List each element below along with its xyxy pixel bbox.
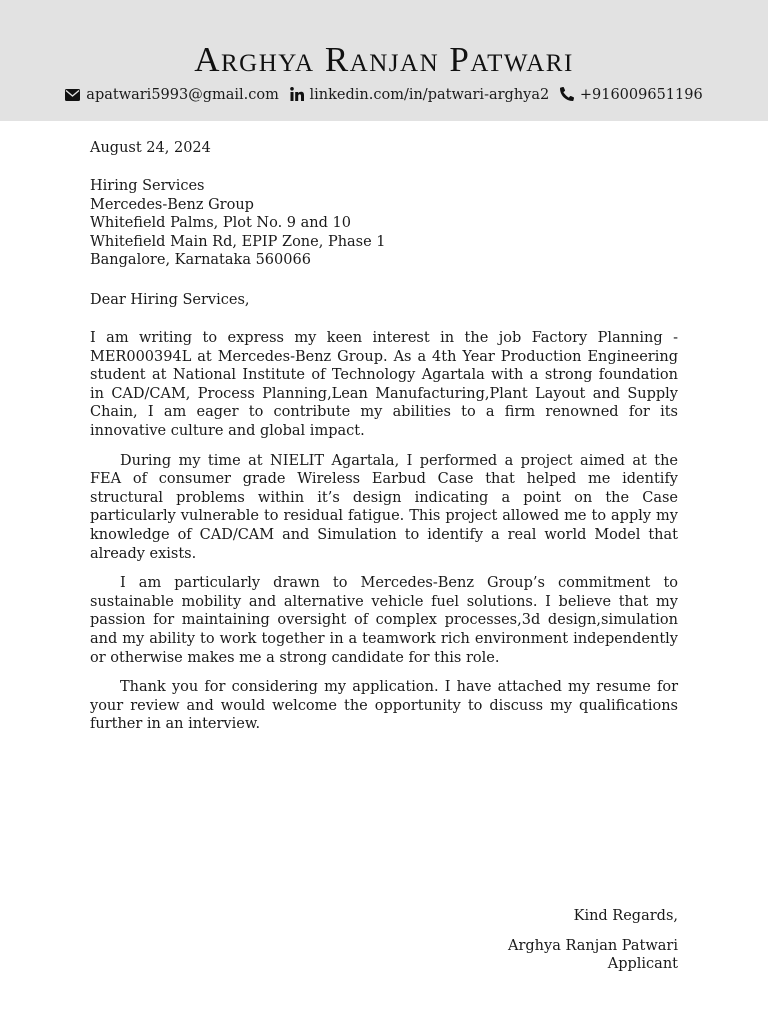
contact-bar [0, 84, 768, 106]
body-paragraph: Thank you for considering my application. I have attached my resume for your review and would welcome the opportunity to discuss my qualifications further in an interview. [90, 679, 678, 733]
recipient-address [90, 177, 678, 270]
email-contact[interactable] [65, 84, 279, 106]
signature-title: Applicant [607, 956, 678, 973]
body-paragraph: During my time at NIELIT Agartala, I performed a project aimed at the FEA of consumer grade Wireless Earbud Case that helped me identify structural problems within it’s design indicating a point on the Case particularly vulnerable to residual fatigue. This project allowed me to apply my knowledge of CAD/CAM and Simulation to identify a real world Model that already exists. [90, 452, 678, 562]
envelope-icon [65, 89, 80, 101]
signature-block [508, 937, 678, 974]
recipient-line: Hiring Services [90, 178, 205, 194]
recipient-line: Mercedes-Benz Group [90, 196, 254, 213]
linkedin-contact[interactable] [290, 84, 550, 106]
phone-contact[interactable] [560, 84, 703, 106]
letter-date: August 24, 2024 [90, 140, 211, 156]
signature-name: Arghya Ranjan Patwari [508, 937, 678, 954]
applicant-name: Arghya Ranjan Patwari [194, 40, 574, 79]
recipient-line: Whitefield Main Rd, EPIP Zone, Phase 1 [90, 233, 386, 250]
body-paragraph: I am particularly drawn to Mercedes-Benz Group’s commitment to sustainable mobility and alternative vehicle fuel solutions. I believe that my passion for maintaining oversight of complex processes,3d design,simulation and my ability to work together in a teamwork rich environment independently or otherwise makes me a strong candidate for this role. [90, 575, 678, 666]
linkedin-icon [290, 87, 304, 101]
letter-header [0, 0, 768, 121]
email-text[interactable]: apatwari5993@gmail.com [86, 87, 279, 103]
valediction: Kind Regards, [573, 908, 678, 924]
closing-block [508, 907, 678, 974]
recipient-line: Bangalore, Karnataka 560066 [90, 252, 311, 269]
salutation: Dear Hiring Services, [90, 292, 250, 308]
body-paragraph: I am writing to express my keen interest in the job Factory Planning - MER000394L at Mercedes-Benz Group. As a 4th Year Production Engineering student at National Institute of Technology Agartala with a strong foundation in CAD/CAM, Process Planning,Lean Manufacturing,Plant Layout and Supply Chain, I am eager to contribute my abilities to a firm renowned for its innovative culture and global impact. [90, 330, 678, 439]
phone-icon [560, 87, 574, 101]
phone-text[interactable]: +916009651196 [579, 87, 703, 103]
linkedin-text[interactable]: linkedin.com/in/patwari-arghya2 [309, 87, 550, 103]
letter-body [90, 329, 678, 745]
recipient-line: Whitefield Palms, Plot No. 9 and 10 [90, 215, 351, 232]
